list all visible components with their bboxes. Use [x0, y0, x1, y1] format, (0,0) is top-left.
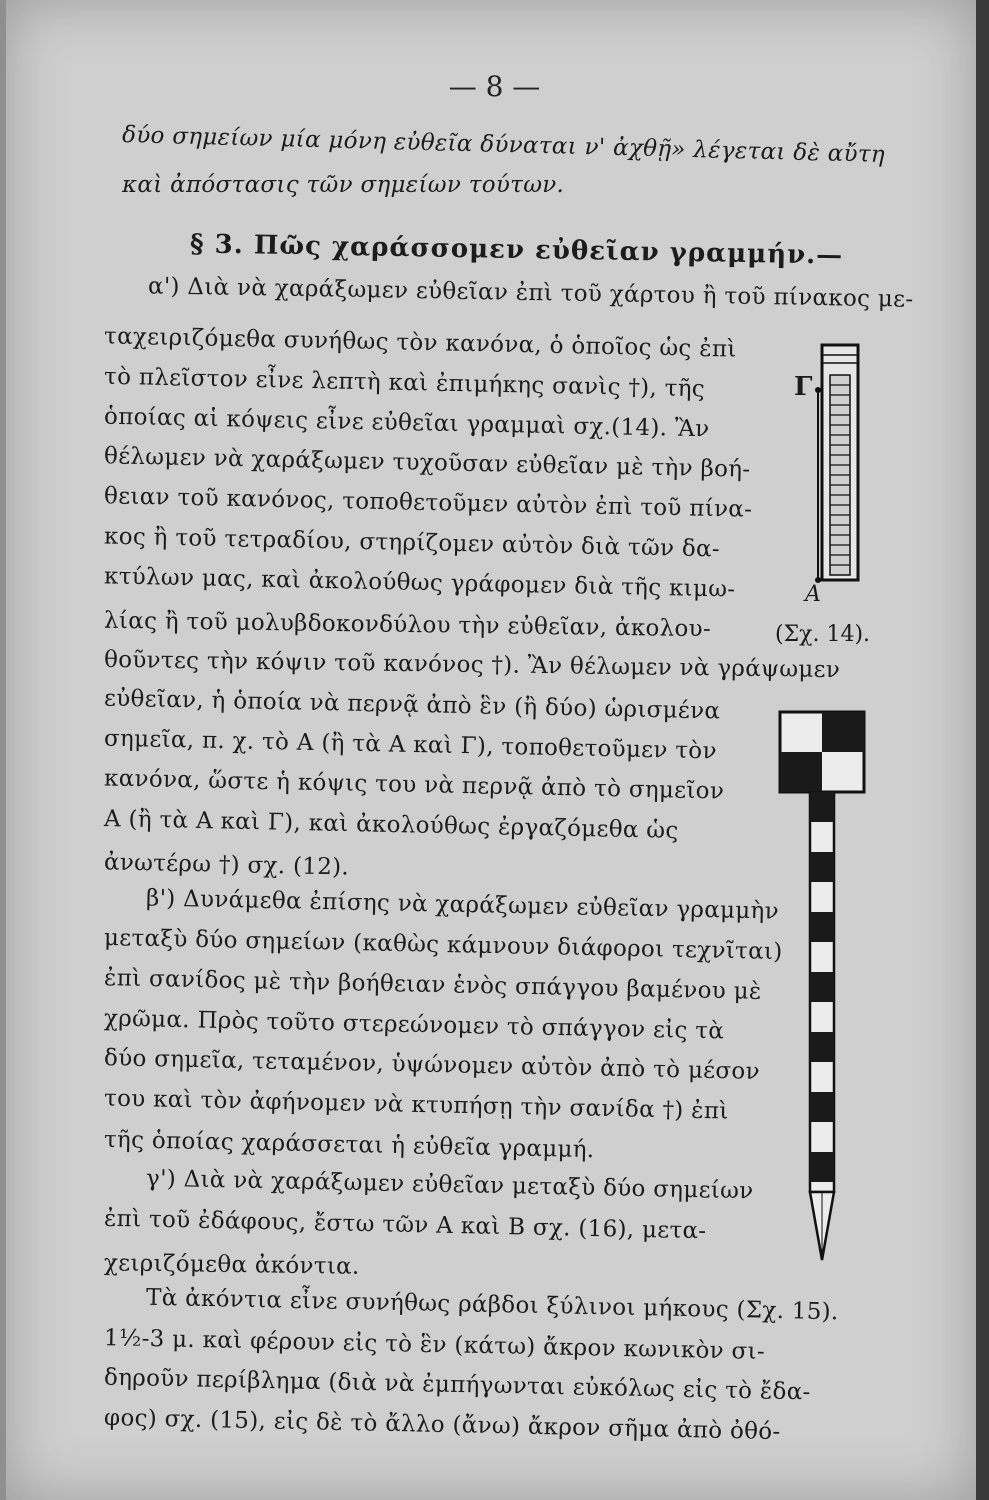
figure-label-alpha: Α — [805, 582, 821, 607]
text-line: δηροῦν περίβλημα (διὰ νὰ ἐμπήγωνται εὐκόλως εἰς τὸ ἔδα- — [103, 1364, 811, 1406]
ruler-figure — [800, 335, 890, 615]
text-line: 1½-3 μ. καὶ φέρουν εἰς τὸ ἓν (κάτω) ἄκρον κωνικὸν σι- — [103, 1325, 766, 1365]
text-line: χειριζόμεθα ἀκόντια. — [103, 1250, 360, 1280]
text-line: β') Δυνάμεθα ἐπίσης νὰ χαράξωμεν εὐθεῖαν γραμμὴν — [145, 885, 780, 925]
text-line: σημεῖα, π. χ. τὸ Α (ἢ τὰ Α καὶ Γ), τοποθετοῦμεν τὸν — [103, 725, 718, 765]
text-line: θέλωμεν νὰ χαράξωμεν τυχοῦσαν εὐθεῖαν μὲ τὴν βοή- — [103, 443, 751, 483]
figure-label-gamma: Γ — [794, 372, 813, 402]
page-edge — [976, 0, 989, 1500]
text-line: φος) σχ. (15), εἰς δὲ τὸ ἄλλο (ἄνω) ἄκρον σῆμα ἀπὸ ὀθό- — [103, 1404, 781, 1446]
text-line: ἐπὶ τοῦ ἐδάφους, ἔστω τῶν Α καὶ Β σχ. (16), μετα- — [103, 1205, 707, 1245]
text-line: δύο σημεῖα, τεταμένον, ὑψώνομεν αὐτὸν ἀπὸ τὸ μέσον — [103, 1045, 761, 1085]
text-line: α') Διὰ νὰ χαράξωμεν εὐθεῖαν ἐπὶ τοῦ χάρτου ἢ τοῦ πίνακος με- — [147, 273, 914, 313]
surveying-pole-figure — [770, 710, 880, 1270]
text-line: γ') Διὰ νὰ χαράξωμεν εὐθεῖαν μεταξὺ δύο σημείων — [145, 1165, 754, 1205]
text-line: λίας ἢ τοῦ μολυβδοκονδύλου τὴν εὐθεῖαν, ἀκολου- — [103, 607, 712, 643]
text-line: ταχειριζόμεθα συνήθως τὸν κανόνα, ὁ ὁποῖος ὡς ἐπὶ — [103, 323, 737, 363]
figure-caption-14: (Σχ. 14). — [775, 622, 871, 647]
text-line: δύο σημείων μία μόνη εὐθεῖα δύναται ν' ἀχθῇ» λέγεται δὲ αὔτη — [121, 122, 886, 168]
text-line: καὶ ἀπόστασις τῶν σημείων τούτων. — [122, 172, 565, 198]
page-number: — 8 — — [448, 70, 541, 103]
text-line: θειαν τοῦ κανόνος, τοποθετοῦμεν αὐτὸν ἐπὶ τοῦ πίνα- — [103, 483, 753, 523]
text-line: θοῦντες τὴν κόψιν τοῦ κανόνος †). Ἂν θέλωμεν νὰ γράψωμεν — [103, 646, 841, 684]
section-heading: § 3. Πῶς χαράσσομεν εὐθεῖαν γραμμήν.— — [189, 229, 844, 271]
text-line: μεταξὺ δύο σημείων (καθὼς κάμνουν διάφοροι τεχνῖται) — [103, 924, 783, 966]
text-line: Τὰ ἀκόντια εἶνε συνήθως ράβδοι ξύλινοι μήκους (Σχ. 15). — [145, 1284, 839, 1326]
text-line: κτύλων μας, καὶ ἀκολούθως γράφομεν διὰ τῆς κιμω- — [103, 563, 736, 603]
text-line: χρῶμα. Πρὸς τοῦτο στερεώνομεν τὸ σπάγγον εἰς τὰ — [103, 1005, 725, 1045]
text-line: κος ἢ τοῦ τετραδίου, στηρίζομεν αὐτὸν διὰ τῶν δα- — [103, 523, 721, 563]
text-line: κανόνα, ὥστε ἡ κόψις του νὰ περνᾷ ἀπὸ τὸ σημεῖον — [103, 765, 725, 805]
text-line: Α (ἢ τὰ Α καὶ Γ), καὶ ἀκολούθως ἐργαζόμεθα ὡς — [103, 805, 679, 845]
text-line: ἀνωτέρω †) σχ. (12). — [103, 849, 350, 881]
text-line: τῆς ὁποίας χαράσσεται ἡ εὐθεῖα γραμμή. — [103, 1126, 595, 1164]
text-line: τὸ πλεῖστον εἶνε λεπτὴ καὶ ἐπιμήκης σανὶς †), τῆς — [103, 363, 706, 403]
text-line: ἐπὶ σανίδος μὲ τὴν βοήθειαν ἑνὸς σπάγγου βαμένου μὲ — [103, 965, 762, 1005]
text-line: ὁποίας αἱ κόψεις εἶνε εὐθεῖαι γραμμαὶ σχ.(14). Ἂν — [103, 403, 710, 443]
text-line: εὐθεῖαν, ἡ ὁποία νὰ περνᾷ ἀπὸ ἓν (ἢ δύο) ὡρισμένα — [103, 685, 721, 725]
text-line: του καὶ τὸν ἀφήνομεν νὰ κτυπήσῃ τὴν σανίδα †) ἐπὶ — [103, 1085, 729, 1125]
